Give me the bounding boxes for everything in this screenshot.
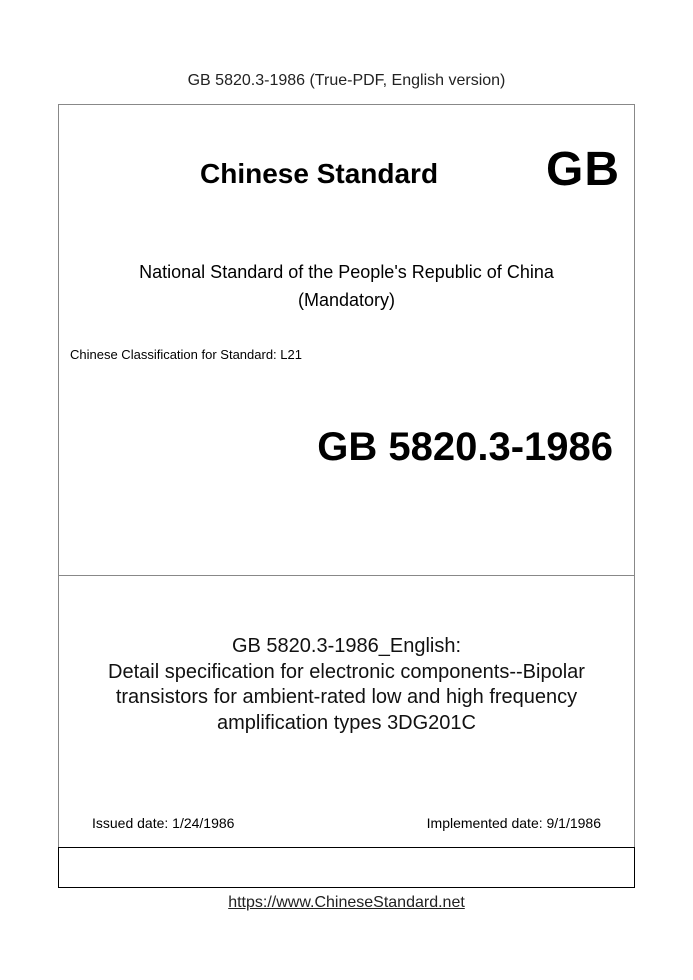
issued-date: Issued date: 1/24/1986 xyxy=(92,815,235,831)
website-link[interactable]: https://www.ChineseStandard.net xyxy=(228,894,465,911)
title-line: amplification types 3DG201C xyxy=(216,711,476,734)
standard-number: GB 5820.3-1986 xyxy=(317,425,613,469)
implemented-date: Implemented date: 9/1/1986 xyxy=(426,815,601,831)
cover-heading: Chinese Standard xyxy=(200,158,439,189)
mandatory-label: (Mandatory) xyxy=(297,290,396,310)
footer-box xyxy=(58,847,635,888)
title-line: transistors for ambient-rated low and high frequency xyxy=(115,686,578,708)
title-line: GB 5820.3-1986_English: xyxy=(231,635,462,657)
classification-label: Chinese Classification for Standard: L21 xyxy=(70,347,302,362)
running-header: GB 5820.3-1986 (True-PDF, English version) xyxy=(187,72,506,89)
national-standard-block xyxy=(0,258,693,314)
national-standard-line: National Standard of the People's Republic of China xyxy=(139,262,554,282)
title-line: Detail specification for electronic components--Bipolar xyxy=(108,660,585,683)
document-title xyxy=(58,634,635,736)
gb-logo: GB xyxy=(546,143,620,196)
